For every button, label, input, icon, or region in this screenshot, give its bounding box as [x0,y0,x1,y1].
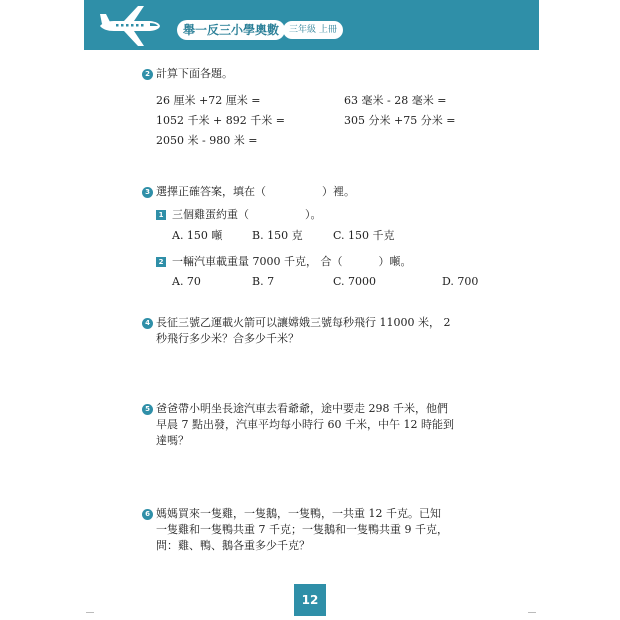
question-5-line: 達嗎？ [156,434,189,447]
question-3-prompt-end: ）裡。 [322,185,355,198]
subquestion-2-end: ）噸。 [378,255,412,268]
question-6-line: 一隻雞和一隻鴨共重 7 千克；一隻鵝和一隻鴨共重 9 千克， [156,523,448,536]
page-number: 12 [294,584,326,616]
option: D. 700 [442,275,479,288]
question-4-line: 長征三號乙運載火箭可以讓嫦娥三號每秒飛行 11000 米， 2 [156,316,451,329]
option: B. 7 [252,275,275,288]
question-3-prompt-start: 選擇正確答案，填在（ [156,185,266,198]
subquestion-1-number: 1 [156,210,166,220]
subquestion-2-text [172,255,411,269]
airplane-icon [98,6,162,46]
question-6-line: 媽媽買來一隻雞，一隻鵝，一隻鴨，一共重 12 千克。已知 [156,507,441,520]
question-4-line: 秒飛行多少米？合多少千米？ [156,332,299,345]
calc-item: 26 厘米 +72 厘米 = [156,94,261,107]
calc-item: 305 分米 +75 分米 = [344,114,456,127]
question-3-prompt [156,185,355,199]
option: C. 7000 [333,275,377,288]
subquestion-1-text [172,208,322,222]
question-2-number: 2 [142,69,153,80]
subquestion-1-end: ）。 [305,208,322,221]
question-5-line: 早晨 7 點出發，汽車平均每小時行 60 千米，中午 12 時能到 [156,418,454,431]
calc-item: 2050 米 - 980 米 = [156,134,258,147]
book-title: 舉一反三小學奧數 [177,20,285,40]
question-5-line: 爸爸帶小明坐長途汽車去看爺爺，途中要走 298 千米，他們 [156,402,448,415]
calc-item: 1052 千米 + 892 千米 = [156,114,285,127]
calc-item: 63 毫米 - 28 毫米 = [344,94,447,107]
question-4-number: 4 [142,318,153,329]
header-banner [84,0,539,50]
option: B. 150 克 [252,229,303,242]
subquestion-2-start: 一輛汽車載重量 7000 千克， 合（ [172,255,343,268]
crop-mark [528,612,536,613]
question-6-number: 6 [142,509,153,520]
crop-mark [86,612,94,613]
option: A. 70 [172,275,201,288]
option: C. 150 千克 [333,229,395,242]
question-5-number: 5 [142,404,153,415]
subquestion-2-number: 2 [156,257,166,267]
question-2-prompt: 計算下面各題。 [156,67,233,80]
question-3-number: 3 [142,187,153,198]
subquestion-1-start: 三個雞蛋約重（ [172,208,249,221]
grade-label: 三年級 上冊 [283,21,343,39]
question-6-line: 問：雞、鴨、鵝各重多少千克？ [156,539,310,552]
option: A. 150 噸 [172,229,223,242]
